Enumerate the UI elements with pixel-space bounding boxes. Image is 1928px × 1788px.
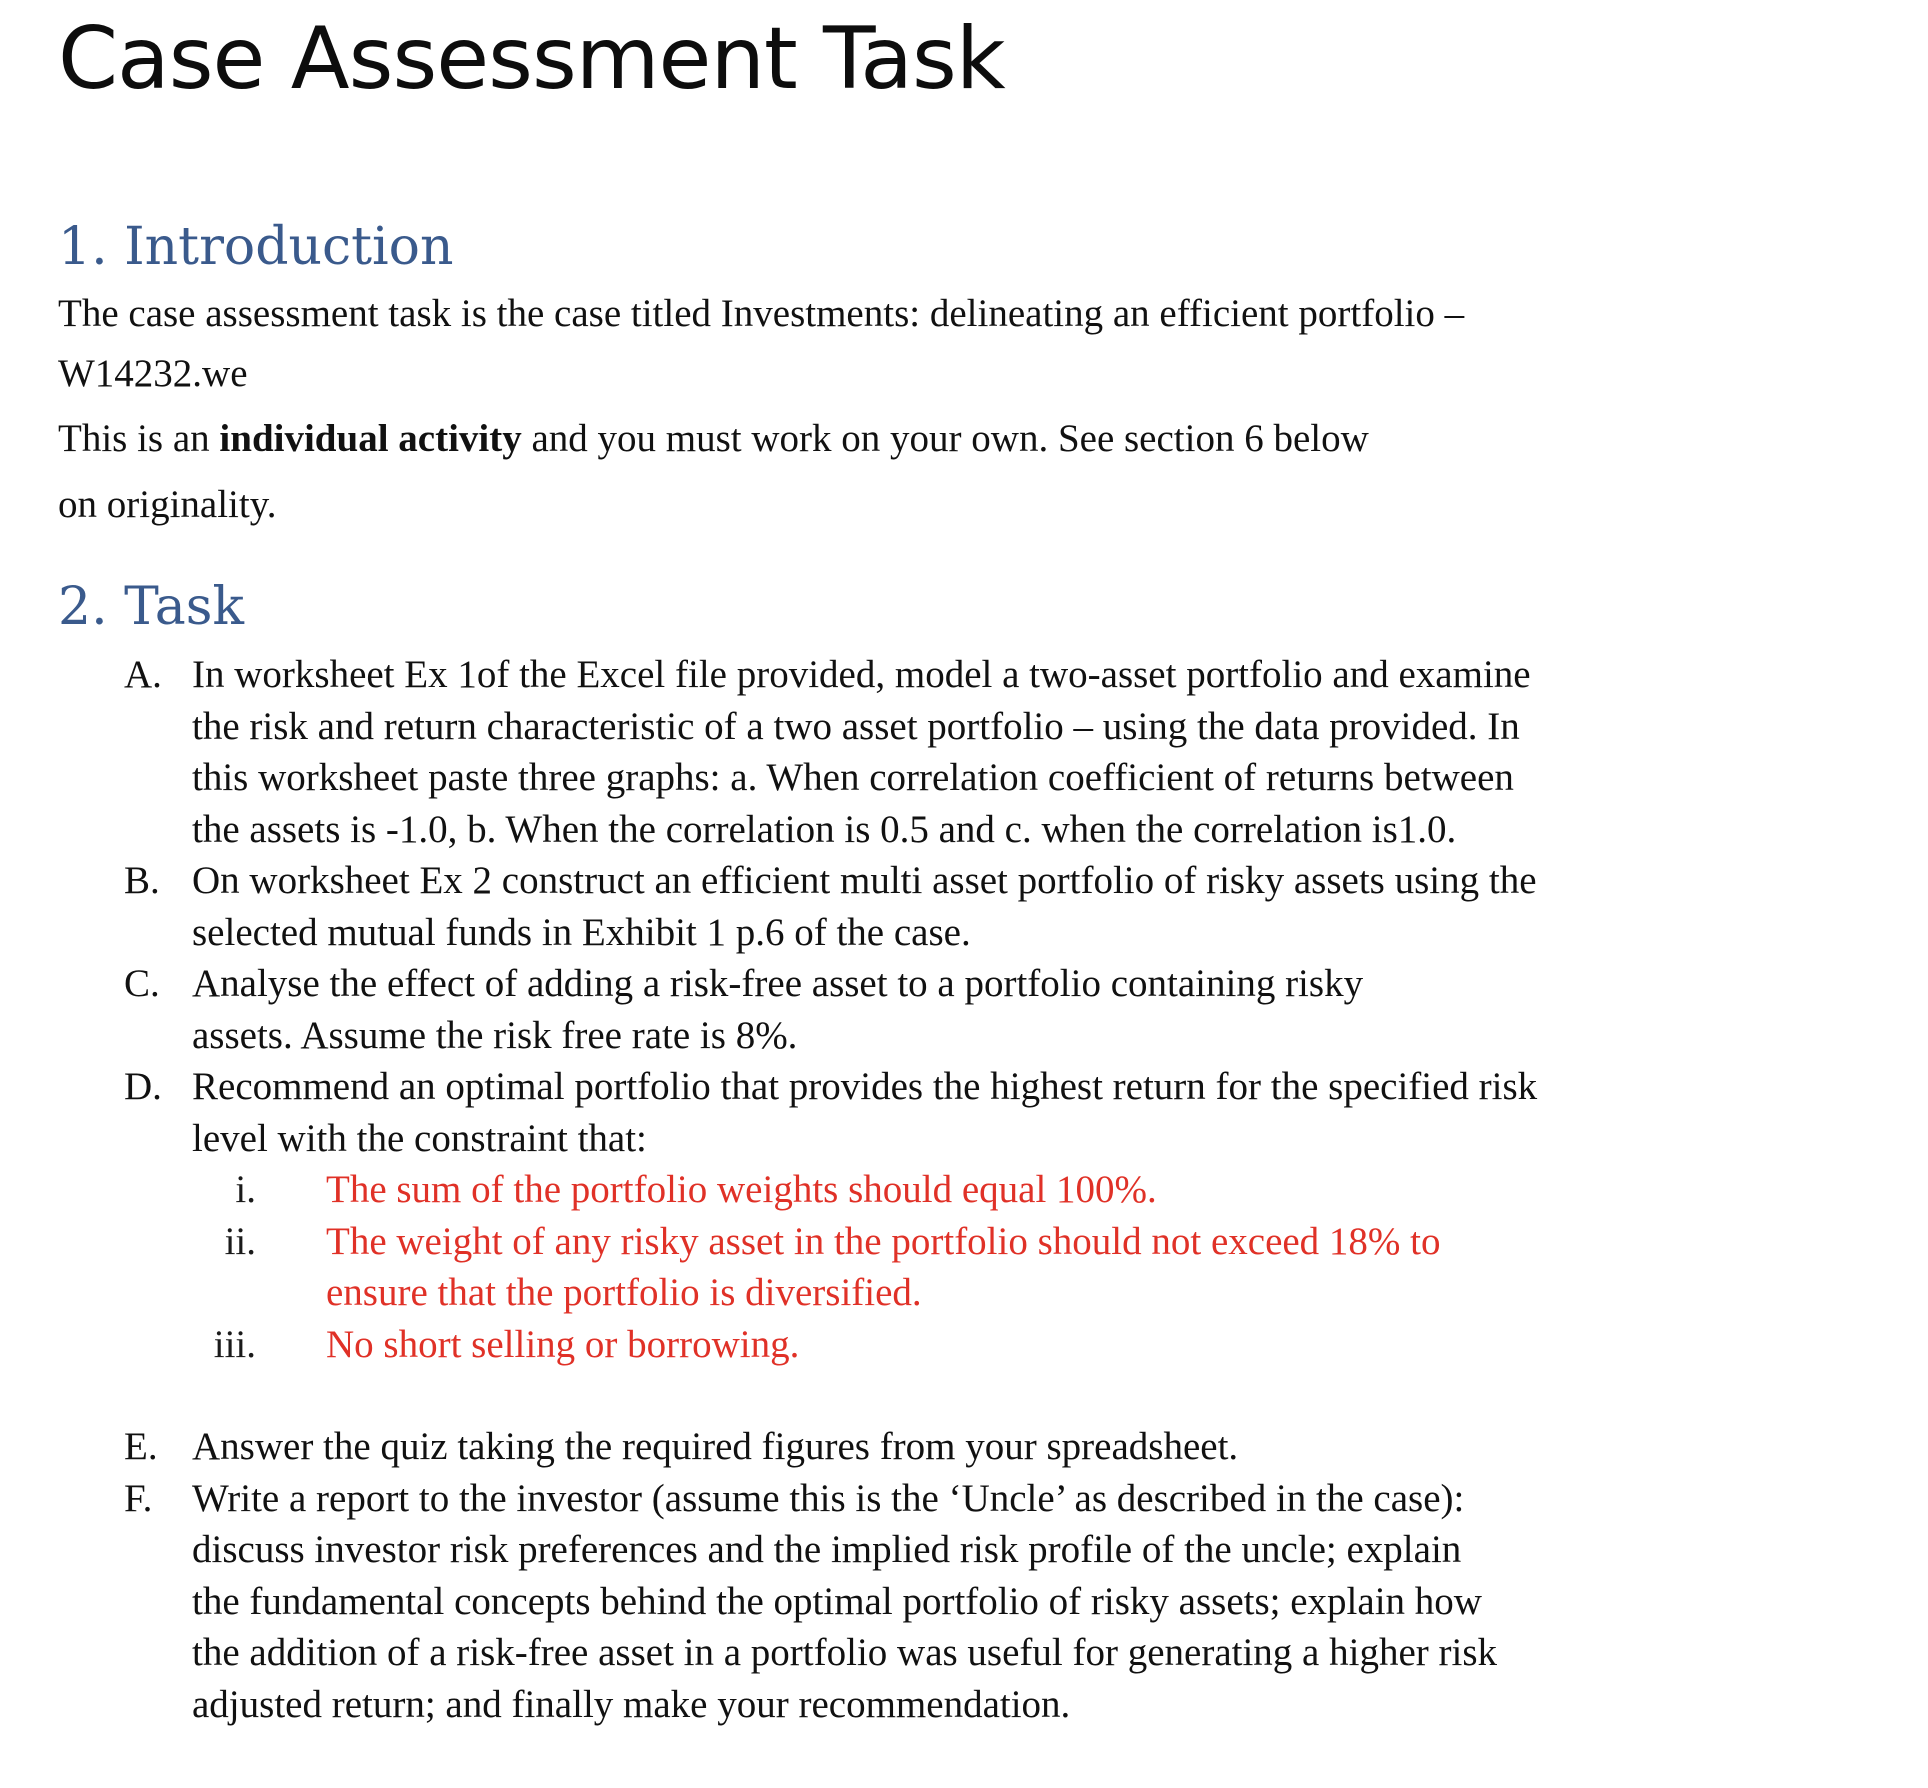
task-line: In worksheet Ex 1of the Excel file provided, model a two-asset portfolio and examine	[192, 653, 1531, 696]
intro-paragraph-2-prefix: This is an	[58, 417, 220, 460]
task-item-a	[0, 649, 1928, 855]
section-heading-introduction: 1. Introduction	[58, 217, 454, 277]
task-marker: F.	[124, 1476, 153, 1520]
task-line: Recommend an optimal portfolio that provides the highest return for the specified risk	[192, 1065, 1538, 1108]
constraint-line: No short selling or borrowing.	[326, 1322, 800, 1366]
task-line: level with the constraint that:	[192, 1116, 647, 1160]
task-line: the assets is -1.0, b. When the correlation is 0.5 and c. when the correlation is1.0.	[192, 807, 1457, 851]
task-line: discuss investor risk preferences and the implied risk profile of the uncle; explain	[192, 1528, 1462, 1571]
task-line: the fundamental concepts behind the optimal portfolio of risky assets; explain how	[192, 1579, 1482, 1623]
task-text	[192, 855, 1752, 958]
constraint-item-iii	[192, 1319, 1928, 1371]
task-marker: B.	[124, 859, 160, 902]
task-text	[192, 649, 1752, 855]
task-text	[192, 1473, 1752, 1731]
constraint-line: ensure that the portfolio is diversified.	[326, 1271, 922, 1314]
intro-paragraph-2-bold: individual activity	[219, 417, 522, 460]
intro-paragraph-1	[58, 284, 1464, 404]
constraint-line: The weight of any risky asset in the portfolio should not exceed 18% to	[326, 1219, 1441, 1263]
constraint-item-i	[192, 1164, 1928, 1216]
task-line: Write a report to the investor (assume this is the ‘Uncle’ as described in the case):	[192, 1476, 1465, 1520]
constraint-marker: iii.	[213, 1322, 256, 1366]
document-title: Case Assessment Task	[58, 9, 1005, 109]
task-line: Analyse the effect of adding a risk-free asset to a portfolio containing risky	[192, 962, 1364, 1005]
task-line: assets. Assume the risk free rate is 8%.	[192, 1013, 798, 1057]
constraint-marker: i.	[235, 1168, 256, 1211]
task-text	[192, 1421, 1752, 1473]
intro-paragraph-1-line-1: The case assessment task is the case titled Investments: delineating an efficient portfolio –	[58, 292, 1465, 335]
intro-paragraph-2	[58, 406, 1369, 538]
constraint-text	[326, 1164, 1726, 1216]
section-heading-task: 2. Task	[58, 577, 244, 637]
task-line: selected mutual funds in Exhibit 1 p.6 of the case.	[192, 910, 971, 954]
constraint-text	[326, 1319, 1726, 1371]
task-line: this worksheet paste three graphs: a. When correlation coefficient of returns between	[192, 756, 1514, 799]
constraint-line: The sum of the portfolio weights should equal 100%.	[326, 1168, 1157, 1211]
intro-paragraph-2-suffix: and you must work on your own. See section 6 below	[521, 417, 1369, 460]
task-item-e	[0, 1421, 1928, 1473]
task-text	[192, 1061, 1752, 1164]
task-item-f	[0, 1473, 1928, 1731]
task-text	[192, 958, 1752, 1061]
task-item-d	[0, 1061, 1928, 1370]
task-item-b	[0, 855, 1928, 958]
task-line: the addition of a risk-free asset in a portfolio was useful for generating a higher risk	[192, 1631, 1497, 1674]
task-line: On worksheet Ex 2 construct an efficient multi asset portfolio of risky assets using the	[192, 859, 1537, 902]
task-marker: E.	[124, 1425, 158, 1468]
intro-paragraph-2-line-2: on originality.	[58, 483, 277, 526]
task-marker: D.	[124, 1065, 162, 1108]
constraint-item-ii	[192, 1216, 1928, 1319]
task-line: Answer the quiz taking the required figures from your spreadsheet.	[192, 1425, 1239, 1468]
task-list	[0, 649, 1928, 1730]
task-line: the risk and return characteristic of a two asset portfolio – using the data provided. In	[192, 704, 1520, 748]
task-item-c	[0, 958, 1928, 1061]
intro-paragraph-1-line-2: W14232.we	[58, 352, 248, 395]
constraint-text	[326, 1216, 1726, 1319]
task-line: adjusted return; and finally make your recommendation.	[192, 1682, 1071, 1726]
constraint-list	[192, 1164, 1928, 1370]
task-marker: A.	[124, 653, 162, 696]
task-marker: C.	[124, 962, 160, 1005]
constraint-marker: ii.	[224, 1219, 256, 1263]
